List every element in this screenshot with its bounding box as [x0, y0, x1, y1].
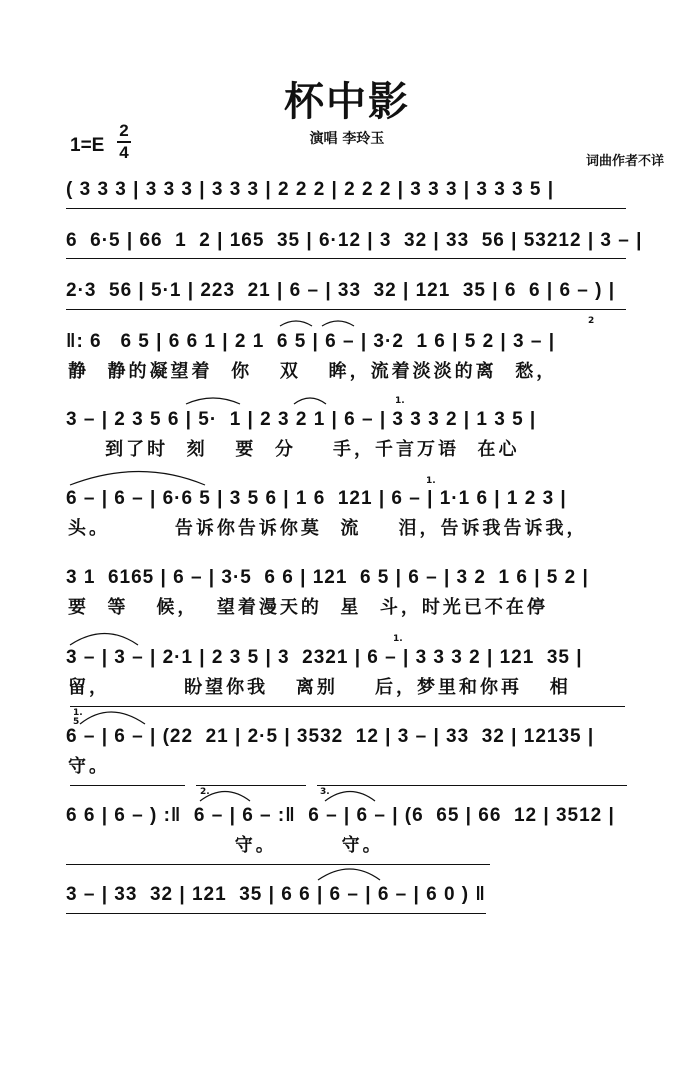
- lyrics-line: 静 静的凝望着 你 双 眸，流着淡淡的离 愁，: [68, 361, 558, 382]
- notation-line: 6 – | 6 – | (22 21 | 2·5 | 3532 12 | 3 – | 33 32 | 12135 |: [66, 726, 595, 747]
- slur: [186, 398, 240, 404]
- lyrics-line: 到了时 刻 要 分 手，千言万语 在心: [68, 439, 520, 460]
- volta-mark: 1.: [393, 634, 403, 644]
- notation-line: 3 – | 33 32 | 121 35 | 6 6 | 6 – | 6 – | 6 0 ) ‖: [66, 884, 486, 905]
- song-title: 杯中影: [284, 79, 410, 125]
- slur: [70, 472, 205, 486]
- notation-line: ( 3 3 3 | 3 3 3 | 3 3 3 | 2 2 2 | 2 2 2 | 3 3 3 | 3 3 3 5 |: [66, 179, 555, 200]
- lyrics-line: 守。 守。: [68, 835, 384, 856]
- notation-line: 3 1 6165 | 6 – | 3·5 6 6 | 121 6 5 | 6 – | 3 2 1 6 | 5 2 |: [66, 567, 589, 588]
- volta-mark: 1.: [73, 708, 83, 718]
- key-signature: 1=E: [70, 135, 105, 156]
- notation-line: 6 6·5 | 66 1 2 | 165 35 | 6·12 | 3 32 | 33 56 | 53212 | 3 – |: [66, 230, 643, 251]
- slur: [80, 712, 145, 724]
- lyrics-line: 要 等 候， 望着漫天的 星 斗，时光已不在停: [68, 597, 548, 618]
- volta-mark: 2: [588, 316, 595, 326]
- notation-line: 6 – | 6 – | 6·6 5 | 3 5 6 | 1 6 121 | 6 – | 1·1 6 | 1 2 3 |: [66, 488, 567, 509]
- beam-underline: [66, 913, 486, 914]
- notation-line: 3 – | 2 3 5 6 | 5· 1 | 2 3 2 1 | 6 – | 3 3 3 2 | 1 3 5 |: [66, 409, 537, 430]
- lyrics-line: 守。: [68, 756, 110, 777]
- volta-mark: 2.: [200, 787, 210, 797]
- slur: [294, 398, 326, 404]
- notation-line: ‖: 6 6 5 | 6 6 1 | 2 1 6 5 | 6 – | 3·2 1 6 | 5 2 | 3 – |: [66, 331, 556, 352]
- beam-underline: [66, 208, 626, 209]
- lyrics-line: 留， 盼望你我 离别 后，梦里和你再 相: [68, 677, 571, 698]
- volta-mark: 3.: [320, 787, 330, 797]
- slur: [200, 792, 250, 802]
- slur: [70, 634, 138, 646]
- notation-line: 6 6 | 6 – ) :‖ 6 – | 6 – :‖ 6 – | 6 – | (6 65 | 66 12 | 3512 |: [66, 805, 615, 826]
- time-numerator: 2: [119, 121, 129, 140]
- lyrics-line: 头。 告诉你告诉你莫 流 泪，告诉我告诉我，: [68, 518, 588, 539]
- volta-mark: 1.: [426, 476, 436, 486]
- beam-underline: [66, 309, 626, 310]
- slur: [318, 869, 380, 880]
- slur: [322, 321, 354, 326]
- slur: [325, 792, 375, 802]
- time-denominator: 4: [119, 143, 129, 162]
- slur: [280, 321, 312, 326]
- beam-underline: [66, 258, 626, 259]
- volta-mark: 5: [73, 717, 80, 727]
- notation-line: 3 – | 3 – | 2·1 | 2 3 5 | 3 2321 | 6 – | 3 3 3 2 | 121 35 |: [66, 647, 583, 668]
- notation-line: 2·3 56 | 5·1 | 223 21 | 6 – | 33 32 | 121 35 | 6 6 | 6 – ) |: [66, 280, 616, 301]
- composer-credit: 词曲作者不详: [585, 154, 664, 169]
- volta-mark: 1.: [395, 396, 405, 406]
- singer-credit: 演唱 李玲玉: [309, 131, 385, 147]
